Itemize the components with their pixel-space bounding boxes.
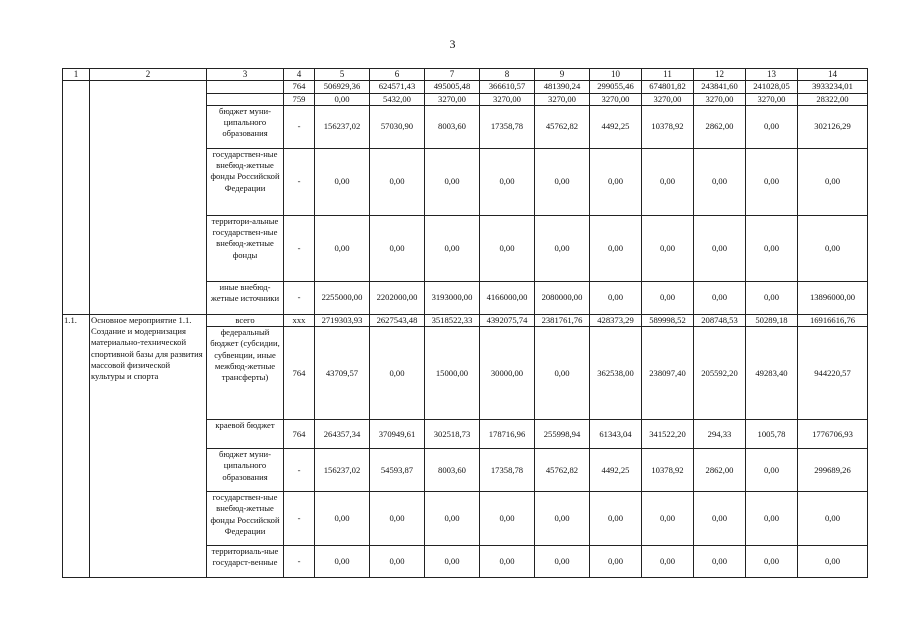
amount-cell: 0,00: [642, 215, 694, 281]
amount-cell: 0,00: [535, 327, 590, 420]
amount-cell: 0,00: [642, 148, 694, 215]
amount-cell: 0,00: [746, 105, 798, 148]
amount-cell: 4392075,74: [480, 314, 535, 326]
budget-code: 764: [284, 420, 315, 449]
amount-cell: 0,00: [480, 148, 535, 215]
amount-cell: 0,00: [746, 281, 798, 314]
amount-cell: 0,00: [315, 93, 370, 105]
amount-cell: 2202000,00: [370, 281, 425, 314]
funding-source: всего: [207, 314, 284, 326]
amount-cell: 45762,82: [535, 449, 590, 492]
amount-cell: 50289,18: [746, 314, 798, 326]
budget-code: -: [284, 546, 315, 578]
amount-cell: 0,00: [694, 215, 746, 281]
amount-cell: 0,00: [425, 215, 480, 281]
amount-cell: 0,00: [798, 546, 868, 578]
amount-cell: 0,00: [642, 492, 694, 546]
amount-cell: 0,00: [370, 215, 425, 281]
amount-cell: 944220,57: [798, 327, 868, 420]
amount-cell: 0,00: [694, 281, 746, 314]
measure-name: Основное мероприятие 1.1. Создание и модернизация материально-технической спортивной базы для развития массовой физической культуры и спорта: [90, 314, 207, 577]
amount-cell: 205592,20: [694, 327, 746, 420]
amount-cell: 264357,34: [315, 420, 370, 449]
table-row: [63, 81, 868, 93]
amount-cell: 3193000,00: [425, 281, 480, 314]
amount-cell: 674801,82: [642, 81, 694, 93]
amount-cell: 299055,46: [590, 81, 642, 93]
header-row: [63, 69, 868, 81]
amount-cell: 1005,78: [746, 420, 798, 449]
amount-cell: 362538,00: [590, 327, 642, 420]
amount-cell: 589998,52: [642, 314, 694, 326]
amount-cell: 0,00: [425, 492, 480, 546]
amount-cell: 0,00: [746, 546, 798, 578]
amount-cell: 0,00: [425, 148, 480, 215]
funding-source: государствен-ные внебюд-жетные фонды Российской Федерации: [207, 148, 284, 215]
amount-cell: 4166000,00: [480, 281, 535, 314]
funding-source: территориаль-ные государст-венные: [207, 546, 284, 578]
amount-cell: 0,00: [590, 148, 642, 215]
amount-cell: 0,00: [315, 546, 370, 578]
amount-cell: 3270,00: [590, 93, 642, 105]
amount-cell: 0,00: [590, 215, 642, 281]
funding-source: иные внебюд-жетные источники: [207, 281, 284, 314]
amount-cell: 0,00: [590, 546, 642, 578]
amount-cell: 3270,00: [694, 93, 746, 105]
amount-cell: 495005,48: [425, 81, 480, 93]
amount-cell: 2255000,00: [315, 281, 370, 314]
column-header: 6: [370, 69, 425, 81]
amount-cell: 49283,40: [746, 327, 798, 420]
budget-code: -: [284, 449, 315, 492]
amount-cell: 241028,05: [746, 81, 798, 93]
column-header: 11: [642, 69, 694, 81]
funding-source: бюджет муни-ципального образования: [207, 105, 284, 148]
amount-cell: 0,00: [480, 215, 535, 281]
amount-cell: 4492,25: [590, 449, 642, 492]
amount-cell: 17358,78: [480, 449, 535, 492]
amount-cell: 45762,82: [535, 105, 590, 148]
amount-cell: 0,00: [798, 215, 868, 281]
column-header: 7: [425, 69, 480, 81]
amount-cell: 2862,00: [694, 105, 746, 148]
amount-cell: 3270,00: [425, 93, 480, 105]
amount-cell: 366610,57: [480, 81, 535, 93]
amount-cell: 0,00: [370, 148, 425, 215]
column-header: 5: [315, 69, 370, 81]
amount-cell: 16916616,76: [798, 314, 868, 326]
amount-cell: 30000,00: [480, 327, 535, 420]
amount-cell: 0,00: [746, 148, 798, 215]
column-header: 12: [694, 69, 746, 81]
amount-cell: 2719303,93: [315, 314, 370, 326]
amount-cell: 3270,00: [746, 93, 798, 105]
amount-cell: 1776706,93: [798, 420, 868, 449]
amount-cell: 0,00: [370, 492, 425, 546]
budget-code: -: [284, 148, 315, 215]
funding-source: государствен-ные внебюд-жетные фонды Российской Федерации: [207, 492, 284, 546]
budget-code: ххх: [284, 314, 315, 326]
amount-cell: 624571,43: [370, 81, 425, 93]
amount-cell: 0,00: [315, 492, 370, 546]
amount-cell: 341522,20: [642, 420, 694, 449]
amount-cell: 178716,96: [480, 420, 535, 449]
amount-cell: 0,00: [642, 546, 694, 578]
amount-cell: 10378,92: [642, 449, 694, 492]
amount-cell: 17358,78: [480, 105, 535, 148]
amount-cell: 0,00: [590, 492, 642, 546]
amount-cell: 243841,60: [694, 81, 746, 93]
amount-cell: 302126,29: [798, 105, 868, 148]
amount-cell: 3270,00: [535, 93, 590, 105]
column-header: 14: [798, 69, 868, 81]
funding-source: бюджет муни-ципального образования: [207, 449, 284, 492]
budget-code: -: [284, 105, 315, 148]
funding-source: территори-альные государствен-ные внебюд-жетные фонды: [207, 215, 284, 281]
amount-cell: 428373,29: [590, 314, 642, 326]
amount-cell: 255998,94: [535, 420, 590, 449]
budget-code: 764: [284, 327, 315, 420]
funding-source: [207, 81, 284, 93]
budget-code: 764: [284, 81, 315, 93]
amount-cell: 3270,00: [480, 93, 535, 105]
amount-cell: 0,00: [746, 492, 798, 546]
budget-code: 759: [284, 93, 315, 105]
amount-cell: 3933234,01: [798, 81, 868, 93]
amount-cell: 0,00: [535, 492, 590, 546]
column-header: 4: [284, 69, 315, 81]
amount-cell: 302518,73: [425, 420, 480, 449]
row-number: [63, 81, 90, 315]
amount-cell: 156237,02: [315, 449, 370, 492]
amount-cell: 0,00: [370, 327, 425, 420]
amount-cell: 294,33: [694, 420, 746, 449]
amount-cell: 0,00: [370, 546, 425, 578]
amount-cell: 0,00: [694, 492, 746, 546]
amount-cell: 0,00: [480, 492, 535, 546]
amount-cell: 10378,92: [642, 105, 694, 148]
amount-cell: 2381761,76: [535, 314, 590, 326]
funding-source: федеральный бюджет (субсидии, субвенции, иные межбюд-жетные трансферты): [207, 327, 284, 420]
amount-cell: 2862,00: [694, 449, 746, 492]
amount-cell: 0,00: [535, 215, 590, 281]
amount-cell: 8003,60: [425, 105, 480, 148]
amount-cell: 28322,00: [798, 93, 868, 105]
amount-cell: 3270,00: [642, 93, 694, 105]
amount-cell: 4492,25: [590, 105, 642, 148]
column-header: 2: [90, 69, 207, 81]
amount-cell: 238097,40: [642, 327, 694, 420]
amount-cell: 0,00: [798, 148, 868, 215]
amount-cell: 0,00: [590, 281, 642, 314]
amount-cell: 0,00: [535, 148, 590, 215]
amount-cell: 8003,60: [425, 449, 480, 492]
amount-cell: 0,00: [694, 148, 746, 215]
amount-cell: 0,00: [315, 148, 370, 215]
amount-cell: 0,00: [425, 546, 480, 578]
amount-cell: 3518522,33: [425, 314, 480, 326]
column-header: 9: [535, 69, 590, 81]
column-header: 3: [207, 69, 284, 81]
amount-cell: 0,00: [694, 546, 746, 578]
amount-cell: 0,00: [315, 215, 370, 281]
amount-cell: 0,00: [642, 281, 694, 314]
column-header: 13: [746, 69, 798, 81]
amount-cell: 57030,90: [370, 105, 425, 148]
column-header: 8: [480, 69, 535, 81]
amount-cell: 506929,36: [315, 81, 370, 93]
amount-cell: 481390,24: [535, 81, 590, 93]
amount-cell: 13896000,00: [798, 281, 868, 314]
budget-code: -: [284, 492, 315, 546]
amount-cell: 0,00: [535, 546, 590, 578]
amount-cell: 156237,02: [315, 105, 370, 148]
column-header: 10: [590, 69, 642, 81]
amount-cell: 0,00: [746, 449, 798, 492]
budget-table: [62, 68, 868, 578]
amount-cell: 0,00: [798, 492, 868, 546]
measure-name: [90, 81, 207, 315]
amount-cell: 370949,61: [370, 420, 425, 449]
amount-cell: 208748,53: [694, 314, 746, 326]
row-number: 1.1.: [63, 314, 90, 577]
amount-cell: 2080000,00: [535, 281, 590, 314]
column-header: 1: [63, 69, 90, 81]
funding-source: [207, 93, 284, 105]
amount-cell: 0,00: [746, 215, 798, 281]
amount-cell: 54593,87: [370, 449, 425, 492]
amount-cell: 43709,57: [315, 327, 370, 420]
funding-source: краевой бюджет: [207, 420, 284, 449]
budget-code: -: [284, 215, 315, 281]
page-number: 3: [449, 37, 456, 51]
amount-cell: 15000,00: [425, 327, 480, 420]
amount-cell: 299689,26: [798, 449, 868, 492]
amount-cell: 0,00: [480, 546, 535, 578]
amount-cell: 5432,00: [370, 93, 425, 105]
amount-cell: 61343,04: [590, 420, 642, 449]
budget-code: -: [284, 281, 315, 314]
amount-cell: 2627543,48: [370, 314, 425, 326]
table-row: [63, 314, 868, 326]
